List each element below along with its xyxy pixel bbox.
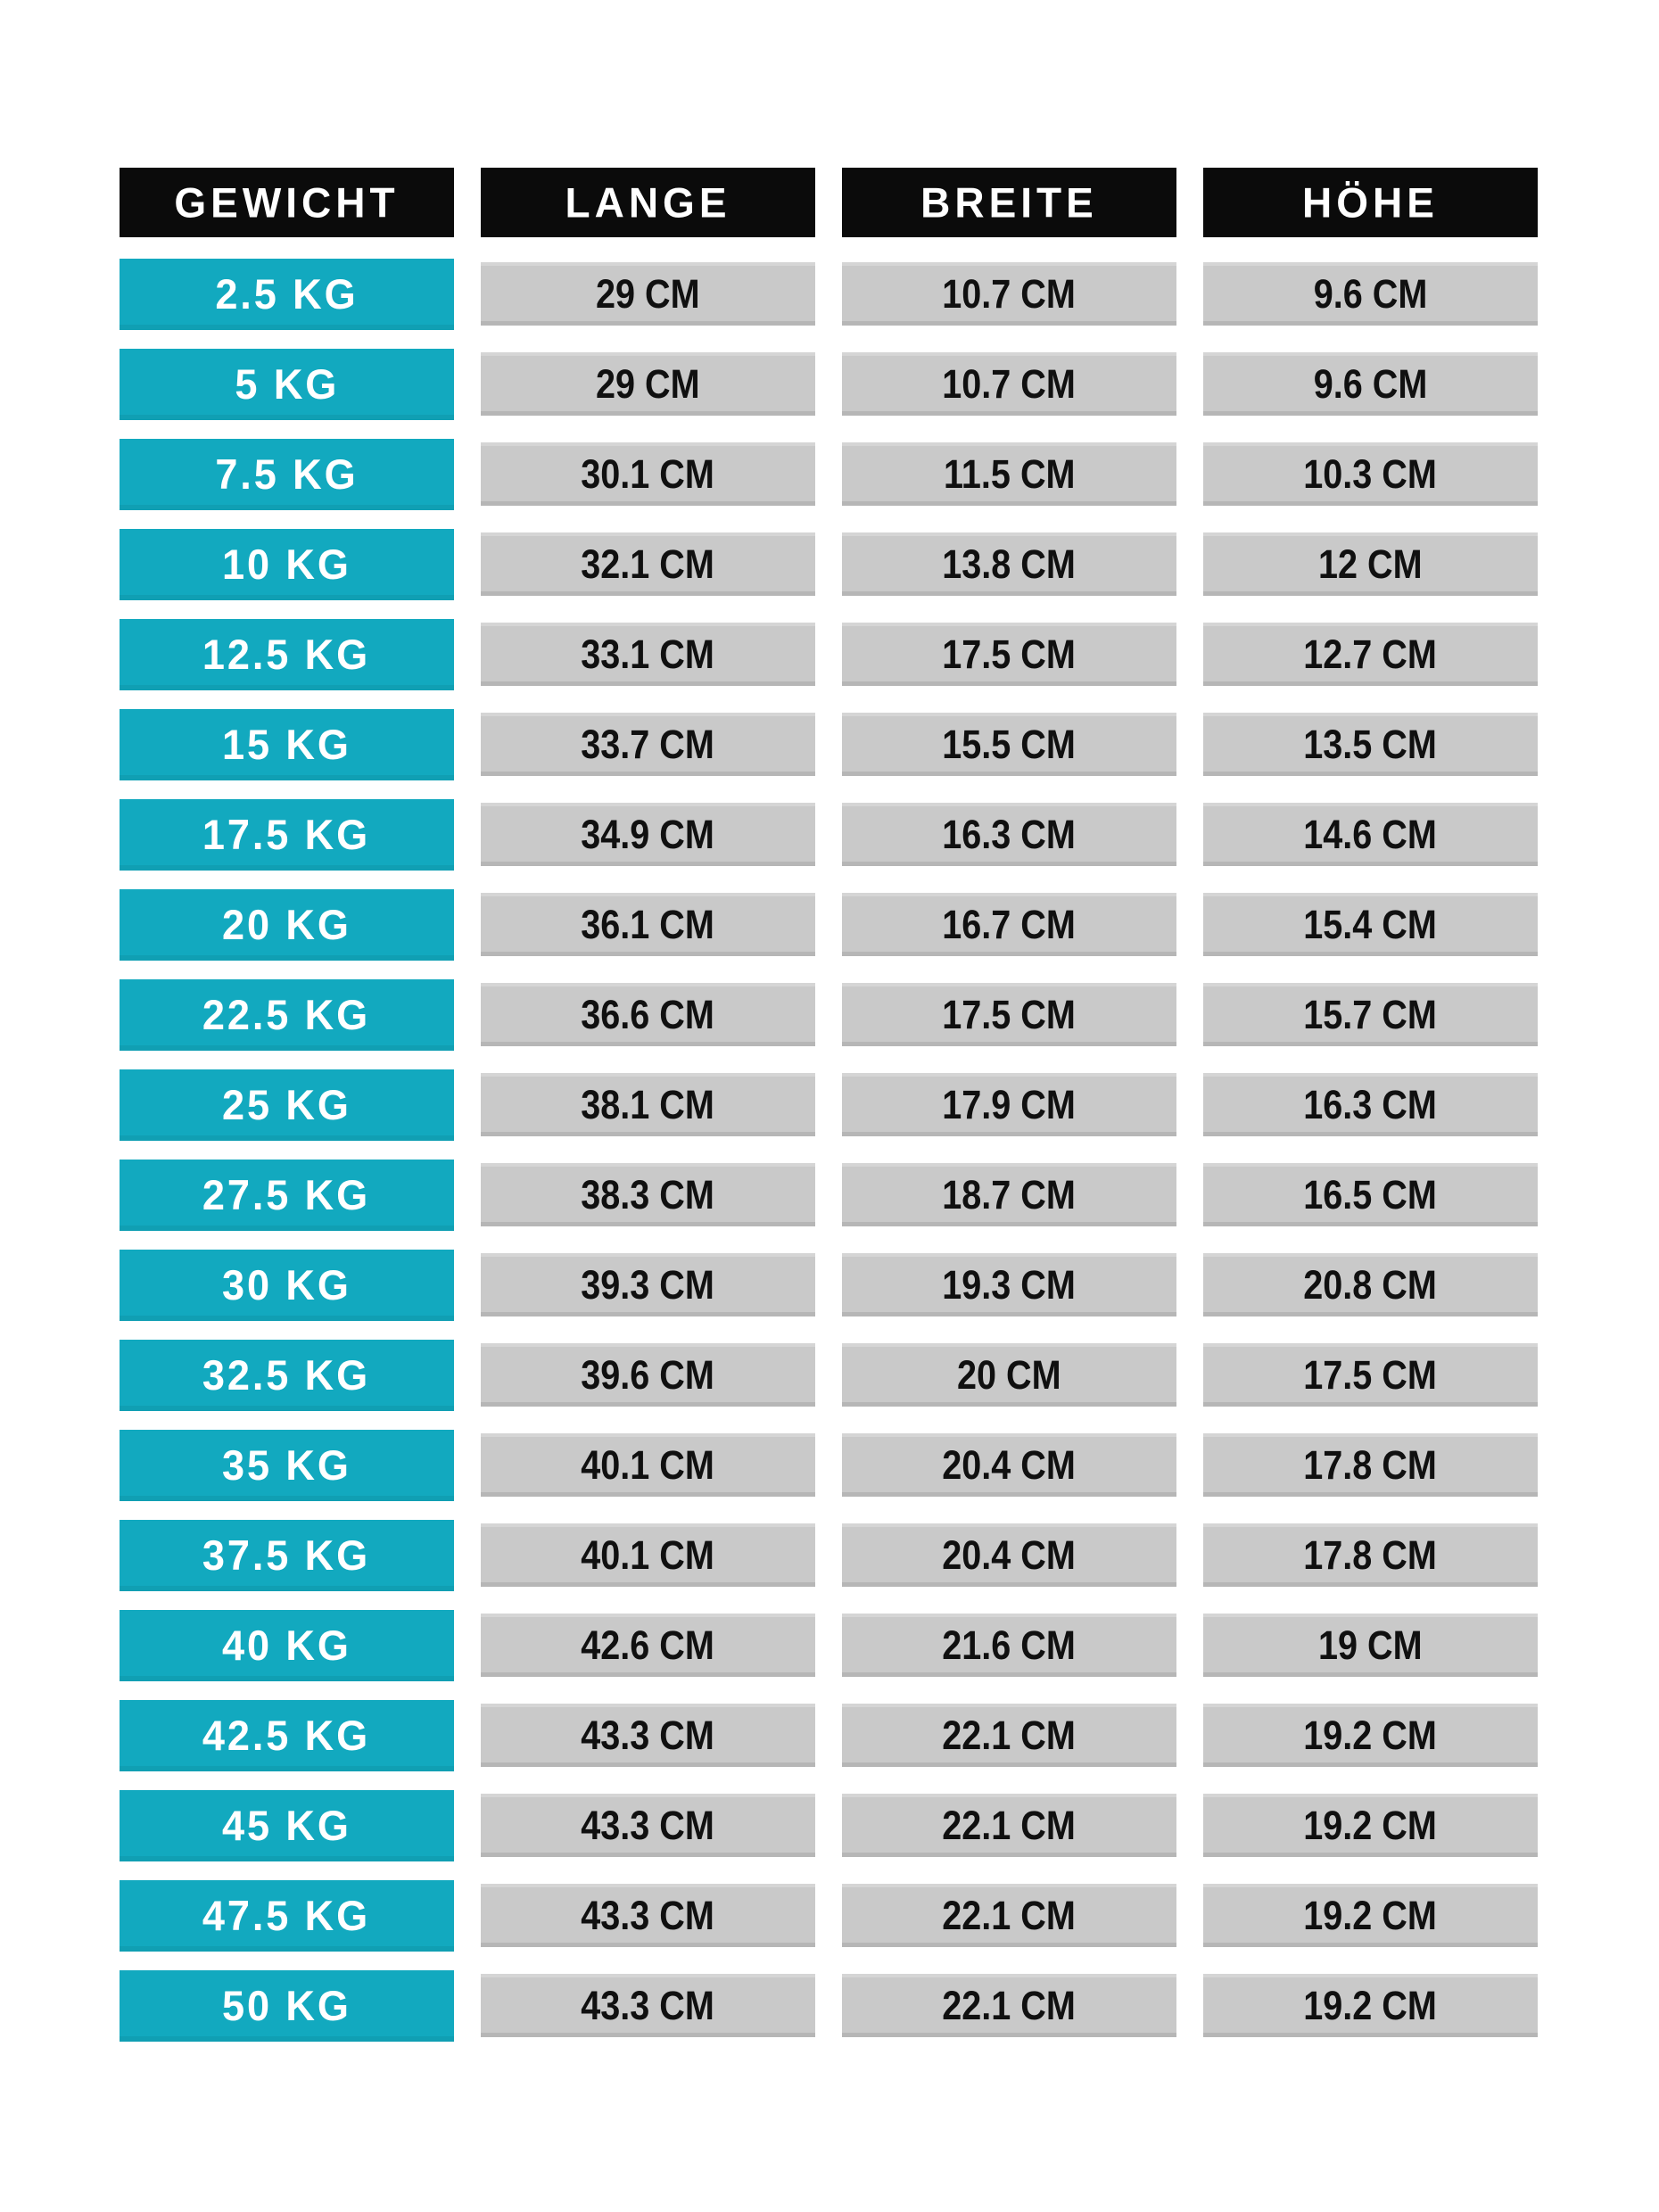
height-value: 16.3 CM (1303, 1081, 1438, 1127)
width-value: 16.3 CM (942, 811, 1077, 857)
length-value: 39.6 CM (581, 1351, 715, 1398)
table-row (120, 970, 1538, 1060)
weight-value: 37.5 KG (202, 1531, 371, 1579)
height-cell (1203, 1163, 1538, 1226)
table-row (120, 699, 1538, 789)
weight-value: 47.5 KG (202, 1892, 371, 1939)
weight-value: 15 KG (222, 721, 351, 768)
weight-value: 20 KG (222, 901, 351, 948)
height-value: 13.5 CM (1303, 721, 1438, 767)
height-cell (1203, 1343, 1538, 1407)
length-value: 42.6 CM (581, 1622, 715, 1668)
length-cell (481, 532, 815, 596)
table-header-row (120, 168, 1538, 237)
width-value: 20.4 CM (942, 1531, 1077, 1578)
height-cell (1203, 713, 1538, 776)
table-row (120, 1960, 1538, 2051)
length-value: 29 CM (596, 270, 700, 317)
length-cell (481, 1704, 815, 1767)
length-cell (481, 1884, 815, 1947)
table-row (120, 1780, 1538, 1870)
length-cell (481, 352, 815, 416)
width-cell (842, 983, 1176, 1046)
length-value: 40.1 CM (581, 1531, 715, 1578)
weight-cell (120, 1430, 454, 1501)
height-value: 12 CM (1318, 541, 1423, 587)
width-value: 21.6 CM (942, 1622, 1077, 1668)
table-row (120, 1600, 1538, 1690)
table-row (120, 789, 1538, 879)
length-cell (481, 803, 815, 866)
height-cell (1203, 893, 1538, 956)
length-value: 43.3 CM (581, 1982, 715, 2028)
width-cell (842, 803, 1176, 866)
weight-value: 30 KG (222, 1261, 351, 1308)
width-cell (842, 1433, 1176, 1497)
table-row (120, 1870, 1538, 1960)
width-cell (842, 1163, 1176, 1226)
weight-cell (120, 1069, 454, 1141)
weight-value: 42.5 KG (202, 1712, 371, 1759)
length-value: 34.9 CM (581, 811, 715, 857)
column-header-gewicht-label: GEWICHT (174, 178, 400, 227)
weight-value: 27.5 KG (202, 1171, 371, 1218)
width-cell (842, 1523, 1176, 1587)
weight-value: 17.5 KG (202, 811, 371, 858)
weight-cell (120, 709, 454, 780)
width-cell (842, 532, 1176, 596)
width-value: 17.5 CM (942, 991, 1077, 1037)
weight-cell (120, 1790, 454, 1861)
weight-cell (120, 979, 454, 1051)
weight-cell (120, 1610, 454, 1681)
column-header-breite-label: BREITE (920, 178, 1098, 227)
table-row (120, 1330, 1538, 1420)
column-header-lange-label: LANGE (565, 178, 731, 227)
length-value: 43.3 CM (581, 1802, 715, 1848)
height-value: 17.8 CM (1303, 1531, 1438, 1578)
column-header-breite (842, 168, 1176, 237)
width-cell (842, 262, 1176, 326)
height-cell (1203, 442, 1538, 506)
length-cell (481, 1794, 815, 1857)
weight-value: 22.5 KG (202, 991, 371, 1038)
height-cell (1203, 532, 1538, 596)
height-cell (1203, 352, 1538, 416)
width-value: 22.1 CM (942, 1712, 1077, 1758)
height-value: 10.3 CM (1303, 450, 1438, 497)
length-cell (481, 623, 815, 686)
weight-cell (120, 1700, 454, 1771)
length-cell (481, 1523, 815, 1587)
width-cell (842, 1253, 1176, 1316)
weight-value: 12.5 KG (202, 631, 371, 678)
width-cell (842, 713, 1176, 776)
width-value: 17.5 CM (942, 631, 1077, 677)
width-cell (842, 1704, 1176, 1767)
width-cell (842, 893, 1176, 956)
width-value: 22.1 CM (942, 1802, 1077, 1848)
width-cell (842, 1974, 1176, 2037)
width-value: 15.5 CM (942, 721, 1077, 767)
width-value: 11.5 CM (943, 450, 1076, 497)
weight-cell (120, 349, 454, 420)
weight-cell (120, 1520, 454, 1591)
dumbbell-dimensions-table (120, 168, 1538, 2051)
weight-value: 45 KG (222, 1802, 351, 1849)
height-cell (1203, 1974, 1538, 2037)
weight-cell (120, 439, 454, 510)
length-value: 38.3 CM (581, 1171, 715, 1217)
width-cell (842, 1614, 1176, 1677)
height-value: 17.5 CM (1303, 1351, 1438, 1398)
width-value: 18.7 CM (942, 1171, 1077, 1217)
length-cell (481, 1614, 815, 1677)
length-cell (481, 983, 815, 1046)
width-cell (842, 352, 1176, 416)
table-row (120, 429, 1538, 519)
weight-cell (120, 1340, 454, 1411)
weight-value: 2.5 KG (215, 270, 359, 318)
length-value: 30.1 CM (581, 450, 715, 497)
weight-cell (120, 1160, 454, 1231)
length-value: 33.1 CM (581, 631, 715, 677)
weight-cell (120, 1970, 454, 2042)
height-cell (1203, 1073, 1538, 1136)
height-value: 14.6 CM (1303, 811, 1438, 857)
weight-cell (120, 619, 454, 690)
length-cell (481, 1163, 815, 1226)
width-cell (842, 442, 1176, 506)
weight-cell (120, 1250, 454, 1321)
column-header-gewicht (120, 168, 454, 237)
width-cell (842, 1794, 1176, 1857)
length-value: 36.6 CM (581, 991, 715, 1037)
width-value: 17.9 CM (942, 1081, 1077, 1127)
width-value: 20.4 CM (942, 1441, 1077, 1488)
column-header-lange (481, 168, 815, 237)
table-row (120, 879, 1538, 970)
length-value: 43.3 CM (581, 1892, 715, 1938)
length-cell (481, 1253, 815, 1316)
table-row (120, 1690, 1538, 1780)
weight-value: 40 KG (222, 1622, 351, 1669)
length-cell (481, 262, 815, 326)
length-cell (481, 1974, 815, 2037)
height-value: 19.2 CM (1303, 1982, 1438, 2028)
length-value: 32.1 CM (581, 541, 715, 587)
table-row (120, 1420, 1538, 1510)
height-cell (1203, 623, 1538, 686)
length-value: 40.1 CM (581, 1441, 715, 1488)
weight-value: 50 KG (222, 1982, 351, 2029)
height-value: 9.6 CM (1313, 360, 1428, 407)
width-cell (842, 1073, 1176, 1136)
height-value: 15.4 CM (1303, 901, 1438, 947)
table-row (120, 339, 1538, 429)
width-cell (842, 1884, 1176, 1947)
height-cell (1203, 1253, 1538, 1316)
height-cell (1203, 262, 1538, 326)
weight-cell (120, 1880, 454, 1952)
height-value: 19.2 CM (1303, 1712, 1438, 1758)
weight-value: 25 KG (222, 1081, 351, 1128)
length-value: 38.1 CM (581, 1081, 715, 1127)
width-value: 10.7 CM (942, 360, 1077, 407)
width-value: 20 CM (957, 1351, 1061, 1398)
height-value: 20.8 CM (1303, 1261, 1438, 1308)
table-row (120, 1060, 1538, 1150)
weight-value: 5 KG (235, 360, 339, 408)
length-value: 36.1 CM (581, 901, 715, 947)
length-cell (481, 893, 815, 956)
length-cell (481, 1343, 815, 1407)
height-cell (1203, 803, 1538, 866)
width-value: 19.3 CM (942, 1261, 1077, 1308)
length-value: 39.3 CM (581, 1261, 715, 1308)
height-value: 17.8 CM (1303, 1441, 1438, 1488)
weight-value: 7.5 KG (215, 450, 359, 498)
table-row (120, 1150, 1538, 1240)
table-row (120, 249, 1538, 339)
column-header-hohe-label: HÖHE (1302, 178, 1439, 227)
width-value: 22.1 CM (942, 1892, 1077, 1938)
weight-value: 32.5 KG (202, 1351, 371, 1399)
length-cell (481, 713, 815, 776)
table-row (120, 519, 1538, 609)
weight-value: 35 KG (222, 1441, 351, 1489)
width-value: 13.8 CM (942, 541, 1077, 587)
height-value: 19.2 CM (1303, 1802, 1438, 1848)
height-cell (1203, 1523, 1538, 1587)
height-cell (1203, 1884, 1538, 1947)
table-row (120, 1510, 1538, 1600)
table-body (120, 249, 1538, 2051)
height-cell (1203, 1794, 1538, 1857)
length-cell (481, 1433, 815, 1497)
weight-cell (120, 889, 454, 961)
height-cell (1203, 1704, 1538, 1767)
height-cell (1203, 983, 1538, 1046)
weight-cell (120, 259, 454, 330)
table-row (120, 609, 1538, 699)
weight-cell (120, 529, 454, 600)
length-value: 43.3 CM (581, 1712, 715, 1758)
width-cell (842, 1343, 1176, 1407)
length-cell (481, 442, 815, 506)
weight-value: 10 KG (222, 541, 351, 588)
height-cell (1203, 1614, 1538, 1677)
weight-cell (120, 799, 454, 871)
column-header-hohe (1203, 168, 1538, 237)
height-value: 9.6 CM (1313, 270, 1428, 317)
height-value: 19.2 CM (1303, 1892, 1438, 1938)
height-value: 19 CM (1318, 1622, 1423, 1668)
width-value: 22.1 CM (942, 1982, 1077, 2028)
table-row (120, 1240, 1538, 1330)
height-value: 12.7 CM (1303, 631, 1438, 677)
height-value: 16.5 CM (1303, 1171, 1438, 1217)
length-cell (481, 1073, 815, 1136)
width-value: 10.7 CM (942, 270, 1077, 317)
width-cell (842, 623, 1176, 686)
width-value: 16.7 CM (942, 901, 1077, 947)
height-value: 15.7 CM (1303, 991, 1438, 1037)
height-cell (1203, 1433, 1538, 1497)
length-value: 29 CM (596, 360, 700, 407)
length-value: 33.7 CM (581, 721, 715, 767)
